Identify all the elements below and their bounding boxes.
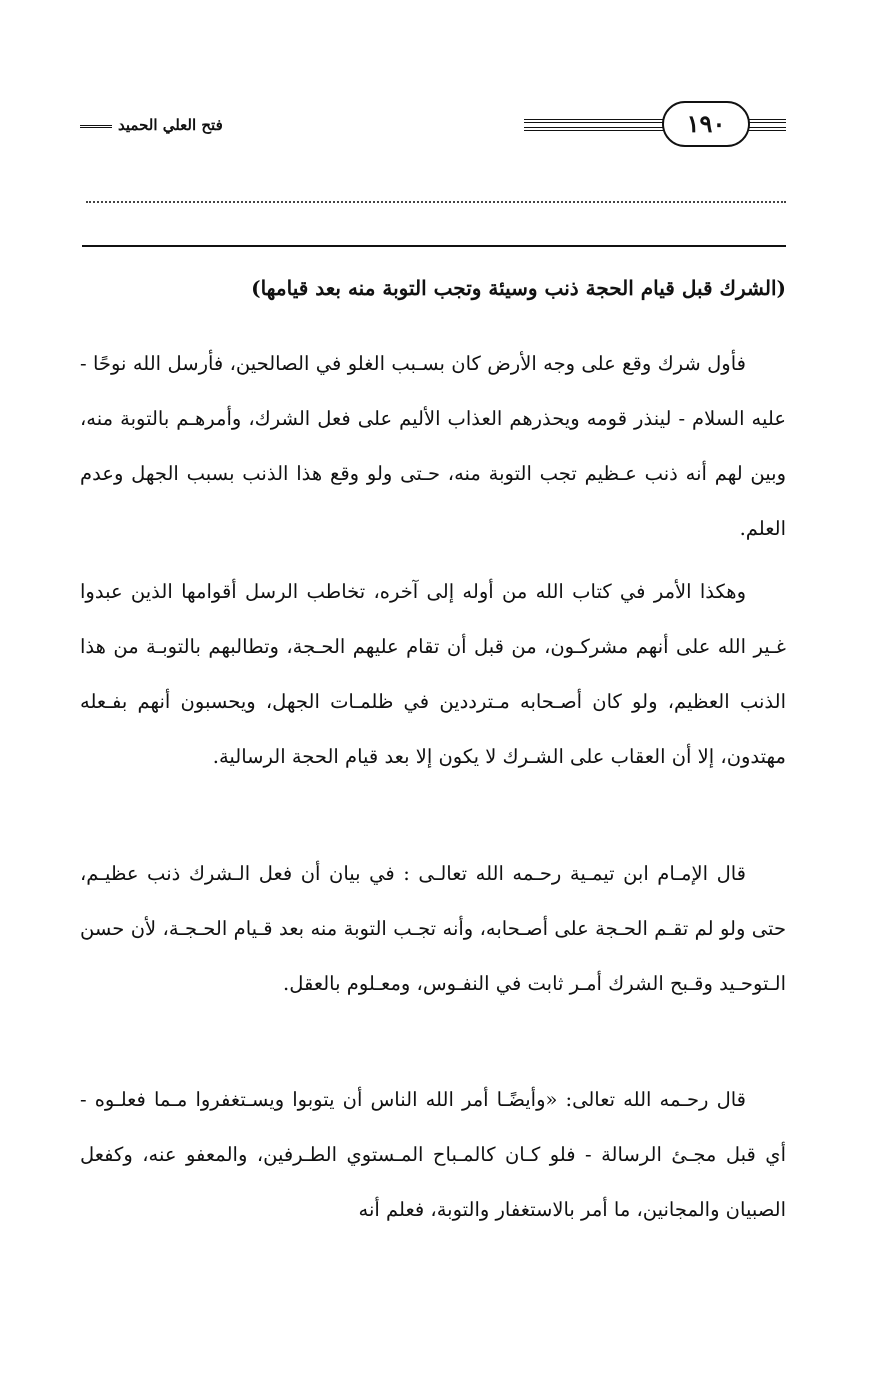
page-number: ١٩٠ <box>662 101 750 147</box>
header-rule <box>82 245 786 247</box>
paragraph: قال رحـمه الله تعالى: «وأيضًـا أمر الله الناس أن يتوبوا ويسـتغفروا مـما فعلـوه - أي قبل مجـئ الرسالة - فلو كـان كالمـباح المـستوي الطـرفين، والمعفو عنه، وكفعل الصبيان والمجانين، ما أمر بالاستغفار والتوبة، فعلم أنه <box>80 1088 786 1221</box>
paragraph: قال الإمـام ابن تيمـية رحـمه الله تعالـى : في بيان أن فعل الـشرك ذنب عظيـم، حتى ولو لم تقـم الحـجة على أصـحابه، وأنه تجـب التوبة منه بعد قـيام الحـجـة، لأن حسن الـتوحـيد وقـبح الشرك أمـر ثابت في النفـوس، ومعـلوم بالعقل. <box>80 862 786 995</box>
section-heading: (الشرك قبل قيام الحجة ذنب وسيئة وتجب التوبة منه بعد قيامها) <box>251 276 786 300</box>
dotted-separator <box>86 201 786 203</box>
running-title: فتح العلي الحميد <box>118 116 223 134</box>
paragraph: وهكذا الأمر في كتاب الله من أوله إلى آخره، تخاطب الرسل أقوامها الذين عبدوا غـير الله على أنهم مشركـون، من قبل أن تقام عليهم الحـجة، وتطالبهم بالتوبـة من هذا الذنب العظيم، ولو كان أصـحابه مـترددين في ظلمـات الجهل، ويحسبون أنهم بفـعله مهتدون، إلا أن العقاب على الشـرك لا يكون إلا بعد قيام الحجة الرسالية. <box>80 580 786 768</box>
title-ornament-rule <box>80 125 112 128</box>
paragraph: فأول شرك وقع على وجه الأرض كان بسـبب الغلو في الصالحين، فأرسل الله نوحًا - عليه السلام - لينذر قومه ويحذرهم العذاب الأليم على فعل الشرك، وأمرهـم بالتوبة منه، وبين لهم أنه ذنب عـظيم تجب التوبة منه، حـتى ولو وقع هذا الذنب بسبب الجهل وعدم العلم. <box>80 352 786 540</box>
